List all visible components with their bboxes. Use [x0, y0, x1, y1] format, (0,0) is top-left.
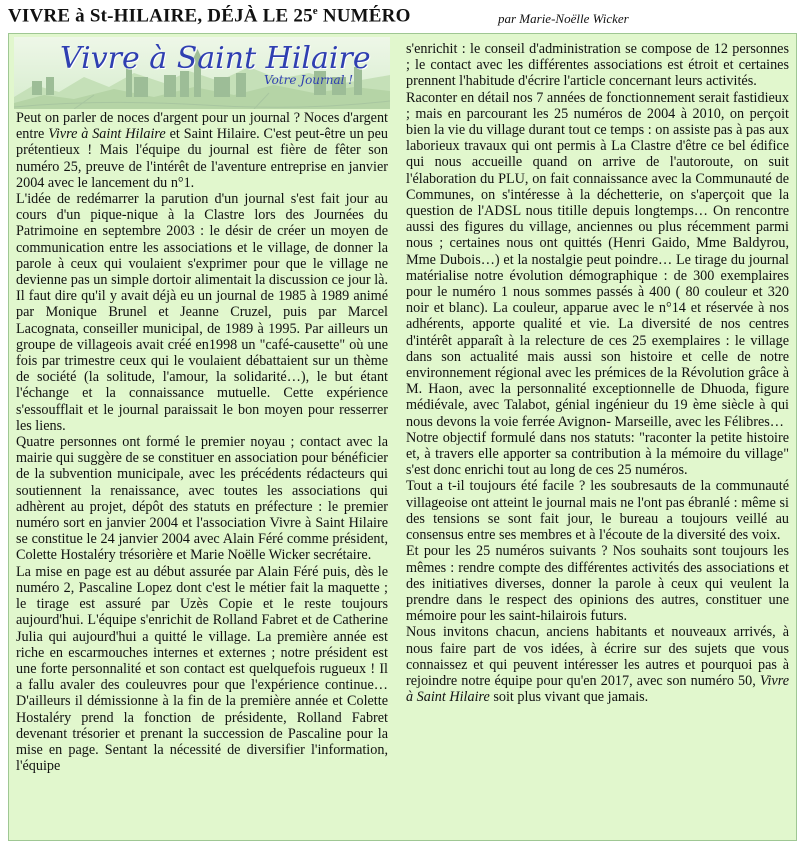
journal-name: Vivre à Saint Hilaire: [48, 126, 166, 143]
paragraph: [16, 110, 388, 191]
article-panel: [8, 33, 797, 841]
banner-title: Vivre à Saint Hilaire: [60, 41, 371, 76]
title-superscript: e: [312, 5, 318, 17]
title-text: VIVRE à St-HILAIRE, DÉJÀ LE 25: [8, 5, 313, 27]
paragraph: [406, 624, 789, 705]
text-column-right: [406, 41, 789, 705]
text-run: Nous invitons chacun, anciens habitants et nouveaux arrivés, à nous faire part de vos idées, à écrire sur des sujets que vous connaissez et qui peuvent intéresser les autres et pourquoi pas à rejoindre notre équipe pour qu'en 2017, avec son numéro 50,: [406, 624, 789, 689]
paragraph: Notre objectif formulé dans nos statuts: "raconter la petite histoire et, à travers elle apporter sa contribution à la mémoire du village" s'est donc enrichi tout au long de ces 25 numéros.: [406, 429, 789, 479]
paragraph: Quatre personnes ont formé le premier noyau ; contact avec la mairie qui suggère de se constituer en association pour bénéficier de la subvention municipale, avec les précédents rédacteurs qui soutiennent la renaissance, avec toutes les associations qui adhèrent au projet, dépôt des statuts en préfecture : le premier numéro sort en janvier 2004 et l'association Vivre à Saint Hilaire se constitue le 24 janvier 2004 avec Alain Féré comme président, Colette Hostaléry trésorière et Marie Noëlle Wicker secrétaire.: [16, 434, 388, 564]
text-run: Peut on parler de noces d'argent pour un journal ? Noces d'argent entre: [16, 110, 388, 143]
banner-subtitle: Votre Journal !: [264, 73, 354, 87]
journal-name: Vivre à Saint Hilaire: [406, 672, 789, 706]
paragraph: Tout a t-il toujours été facile ? les soubresauts de la communauté villageoise ont atteint le journal mais ne l'ont pas ébranlé : même si des tensions se sont fait jour, le bureau a toujours veillé au consensus entre ses membres et à l'écoute de la diversité des voix.: [406, 478, 789, 544]
paragraph: Raconter en détail nos 7 années de fonctionnement serait fastidieux ; mais en parcourant les 25 numéros de 2004 à 2010, on perçoit bien la vie du village durant tout ce temps : on assiste pas à pas aux laborieux travaux qui ont permis à La Clastre d'être ce bel édifice qui nous accueille quand on arrive de l'autoroute, on suit l'élaboration du PLU, on fait connaissance avec la Communauté de Communes, on s'intéresse à la déchetterie, on s'aperçoit que la question de l'ADSL nous titille depuis longtemps… On rencontre aussi des figures du village, anciennes ou plus récemment parmi nous ; certaines nous ont quittés (Henri Gaido, Mme Baldyrou, Mme Dubois…) et la nostalgie peut poindre… Le tirage du journal matérialise notre évolution démographique : de 300 exemplaires pour le numéro 1 nous sommes passés à 400 ( 80 couleur et 320 noir et blanc). La couleur, apparue avec le n°14 et réservée à nos adhérents, apporte qualité et vie. La diversité de nos centres d'intérêt apparaît à la relecture de ces 25 exemplaires : le village dans son actualité mais aussi son histoire et celle de notre environnement régional avec les prémices de la Révolution grâce à M. Haon, avec la personnalité exceptionnelle de Dhuoda, figure médiévale, avec Talabot, génial ingénieur du 19 ème siècle à qui nous devons la voie ferrée Avignon- Marseille, avec les Félibres…: [406, 89, 789, 430]
paragraph: Et pour les 25 numéros suivants ? Nos souhaits sont toujours les mêmes : rendre compte des différentes activités des associations et des initiatives diverses, donner la parole à ceux qui veulent la prendre dans le respect des opinions des autres, constituer une mémoire pour les saint-hilairois futurs.: [406, 543, 789, 625]
paragraph: L'idée de redémarrer la parution d'un journal s'est fait jour au cours d'un pique-nique à la Clastre lors des Journées du Patrimoine en septembre 2003 : le désir de créer un moyen de communication entre les associations et le village, de donner la parole à ceux qui voulaient s'exprimer pour que le village ne devienne pas un simple dortoir alimentait la discussion ce jour là. Il faut dire qu'il y avait déjà eu un journal de 1985 à 1989 animé par Monique Brunel et Jeanne Cruzel, puis par Marcel Lacognata, conseiller municipal, de 1989 à 1995. Par ailleurs un groupe de villageois avait créé en1998 un "café-causette" où une fois par trimestre ceux qui le voulaient débattaient sur un thème de société (la solitude, l'amour, la solidarité…), le but étant l'échange et la connaissance mutuelle. Cette expérience s'essoufflait et le journal paraissait le bon moyen pour resserrer les liens.: [16, 191, 388, 434]
article-header: [0, 0, 800, 34]
title-end: NUMÉRO: [317, 5, 411, 27]
text-column-left: [16, 110, 388, 774]
text-run: soit plus vivant que jamais.: [489, 689, 649, 706]
text-run: et Saint Hilaire. C'est peut-être un peu prétentieux ! Mais l'équipe du journal est fière de fêter son numéro 25, preuve de l'intérêt de l'aventure entreprise en janvier 2004 avec le lancement du n°1.: [16, 126, 389, 191]
paragraph: s'enrichit : le conseil d'administration se compose de 12 personnes ; le contact avec les différentes associations est étroit et certaines prennent l'habitude d'écrire l'article concernant leurs activités.: [406, 41, 789, 90]
journal-banner: [14, 37, 390, 109]
article-title: [8, 5, 411, 27]
author-byline: par Marie-Noëlle Wicker: [498, 11, 629, 26]
paragraph: La mise en page est au début assurée par Alain Féré puis, dès le numéro 2, Pascaline Lopez dont c'est le métier fait la maquette ; le tirage est assuré par Uzès Copie et le reste toujours aujourd'hui. L'équipe s'enrichit de Rolland Fabret et de Catherine Julia qui aujourd'hui a quitté le village. La première année est riche en escarmouches internes et externes ; notre président est une forte personnalité et son contact est quelquefois rugueux ! Il a fallu avaler des couleuvres pour que l'expérience continue… D'ailleurs il démissionne à la fin de la première année et Colette Hostaléry prend la fonction de présidente, Rolland Fabret devenant trésorier et prenant la succession de Pascaline pour la mise en page. Sentant la nécessité de diversifier l'information, l'équipe: [16, 563, 388, 775]
